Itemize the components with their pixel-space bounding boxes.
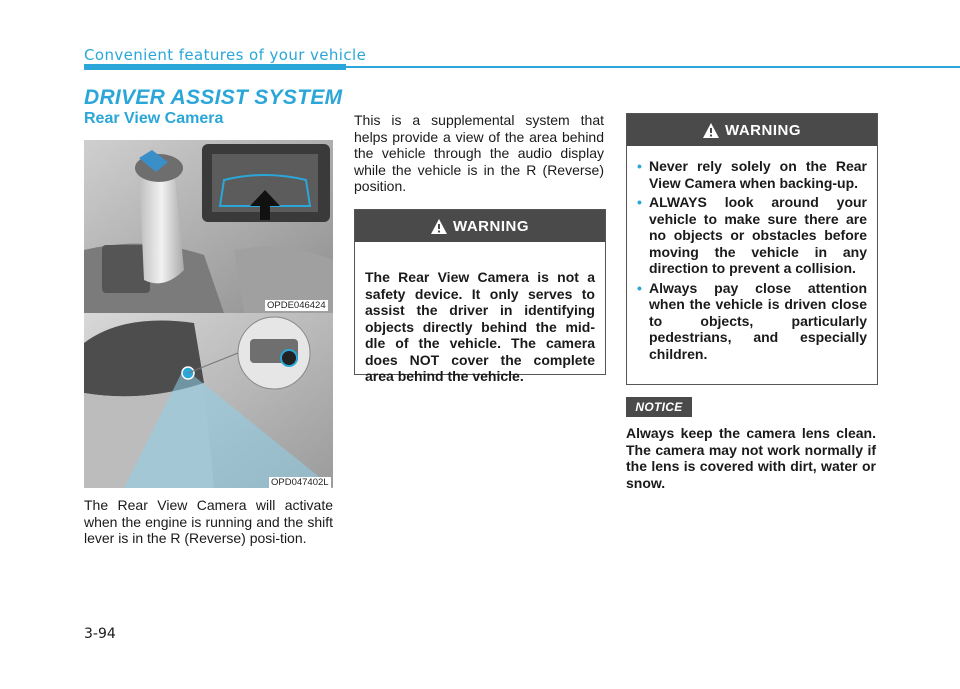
warning-header: [627, 114, 877, 146]
image-code-1: OPDE046424: [267, 300, 326, 311]
section-subtitle: Rear View Camera: [84, 110, 224, 127]
rear-camera-location-illustration: [84, 313, 333, 488]
activation-description: The Rear View Camera will activate when the engine is running and the shift lever is in the R (Reverse) posi-tion.: [84, 497, 333, 546]
notice-badge: NOTICE: [626, 397, 692, 417]
warning-box-middle: [354, 209, 606, 384]
warning-triangle-icon: [703, 123, 719, 138]
image-code-2: OPD047402L: [271, 477, 329, 488]
warning-label: WARNING: [725, 121, 801, 139]
shift-lever-illustration-svg: [84, 140, 333, 313]
section-header: Convenient features of your vehicle: [84, 46, 367, 64]
list-item: • ALWAYS look around your vehicle to make sure there are no objects or obstacles before moving the vehicle in any direction to prevent a collision.: [637, 194, 867, 277]
warning-list: [637, 158, 867, 362]
header-rule-accent: [84, 64, 346, 70]
page-title: DRIVER ASSIST SYSTEM: [84, 86, 343, 109]
warning-header: [355, 210, 605, 242]
page-number: 3-94: [84, 626, 116, 642]
system-description: This is a supplemental system that helps provide a view of the area behind the vehicle through the audio display while the vehicle is in the R (Reverse) position.: [354, 112, 604, 194]
list-item: • Never rely solely on the Rear View Camera when backing-up.: [637, 158, 867, 191]
warning-text: The Rear View Camera is not a safety device. It only serves to assist the driver in identifying objects directly behind the mid-dle of the vehicle. The camera does NOT cover the complete area behind the vehicle.: [365, 269, 595, 384]
rear-camera-illustration-svg: [84, 313, 333, 488]
list-item: • Always pay close attention when the vehicle is driven close to objects, particularly pedestrians, and especially children.: [637, 280, 867, 363]
notice-text: Always keep the camera lens clean. The camera may not work normally if the lens is covered with dirt, water or snow.: [626, 425, 876, 491]
shift-lever-and-display-illustration: [84, 140, 333, 313]
warning-label: WARNING: [453, 217, 529, 235]
warning-box-right: [626, 113, 878, 385]
warning-triangle-icon: [431, 219, 447, 234]
